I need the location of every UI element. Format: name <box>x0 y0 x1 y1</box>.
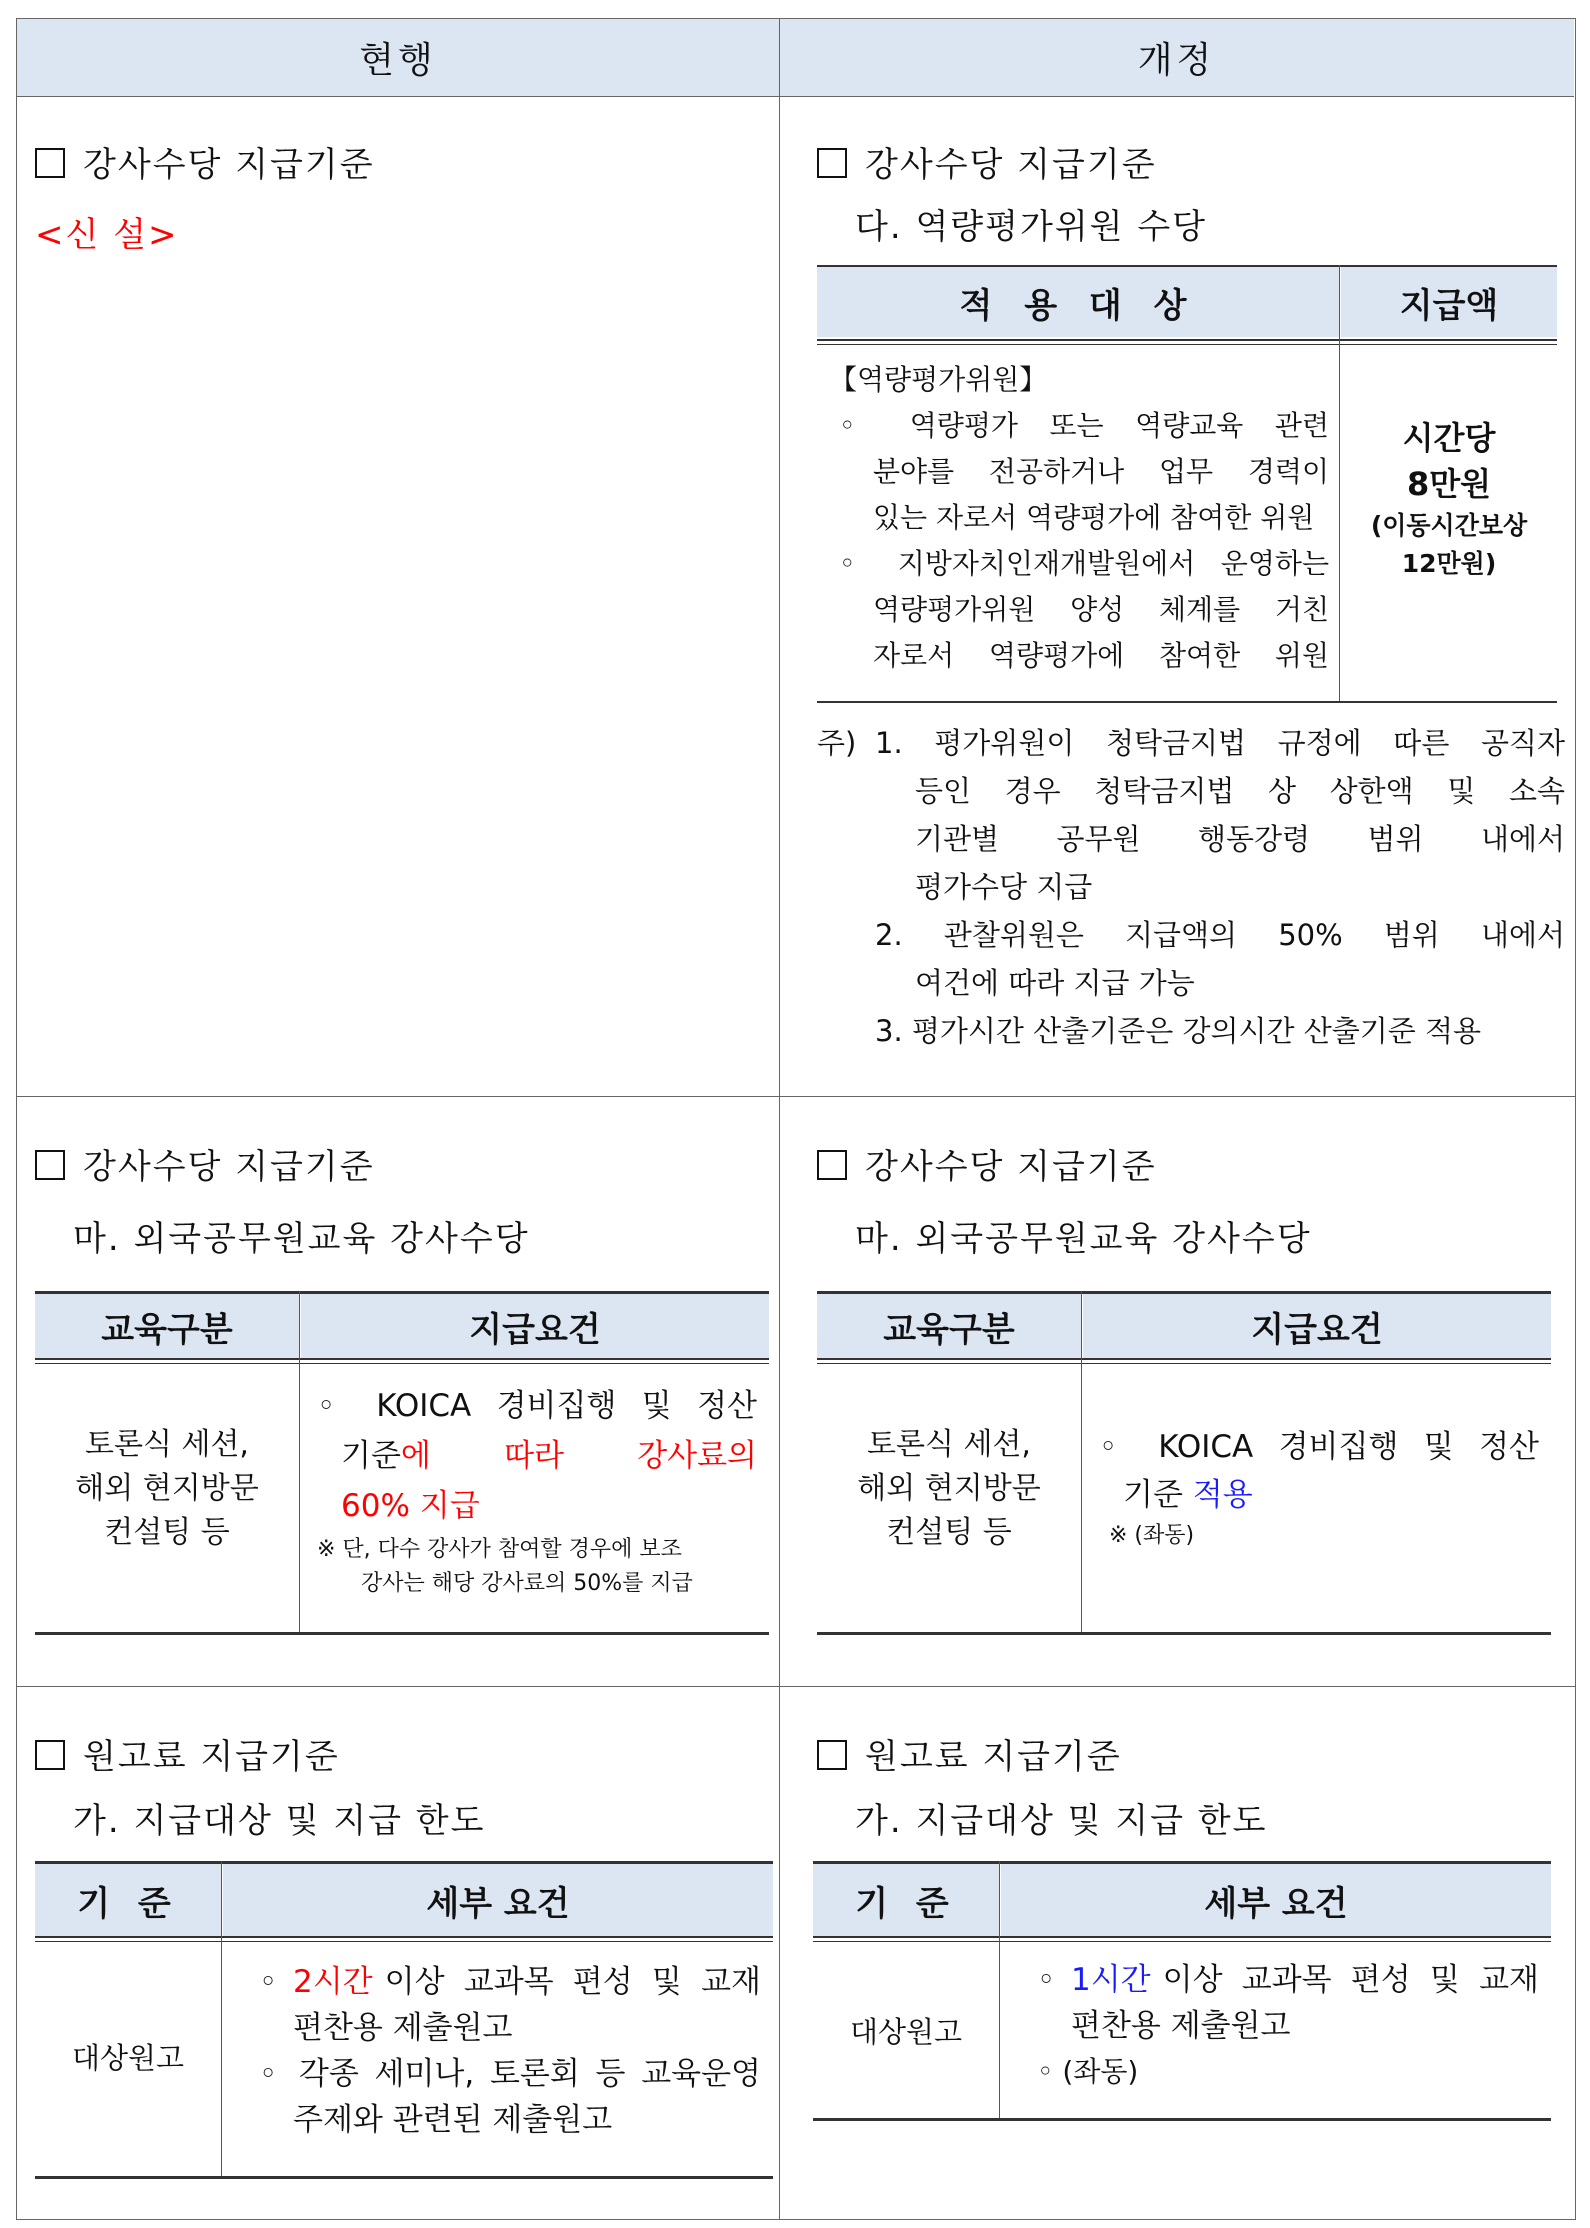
detail-cell: ◦ 2시간 이상 교과목 편성 및 교재 편찬용 제출원고 ◦ 각종 세미나, 토론회 등 교육운영 주제와 관련된 제출원고 <box>259 1964 761 2138</box>
category-cell: 토론식 세션, 해외 현지방문 컨설팅 등 <box>75 1427 259 1550</box>
subtitle: 마. 외국공무원교육 강사수당 <box>855 1219 1312 1259</box>
requirement-cell: ◦ KOICA 경비집행 및 정산 기준 적용 ※ (좌동) <box>1099 1429 1539 1548</box>
column-header: 지급요건 <box>301 1294 769 1358</box>
category-cell: 대상원고 <box>849 2015 963 2049</box>
foreign-official-table <box>35 1291 769 1635</box>
section-title-text: 원고료 지급기준 <box>83 1737 340 1777</box>
section-title <box>817 1729 1122 1778</box>
section-title <box>35 1729 340 1778</box>
subtitle: 가. 지급대상 및 지급 한도 <box>73 1801 486 1841</box>
column-header: 세부 요건 <box>1001 1864 1551 1936</box>
foreign-official-table <box>817 1291 1551 1635</box>
column-header: 지급액 <box>1341 267 1557 337</box>
subtitle: 마. 외국공무원교육 강사수당 <box>73 1219 530 1259</box>
header-revised <box>779 19 1574 97</box>
group-label: 【역량평가위원】 <box>829 363 1048 396</box>
column-header: 교육구분 <box>817 1294 1081 1358</box>
requirement-cell: ◦ KOICA 경비집행 및 정산 기준 에 따라 강사료의 60% 지급 ※ 단, 다수 강사가 참여할 경우에 보조 강사는 해당 강사료의 50%를 지급 <box>317 1388 757 1596</box>
subtitle: 가. 지급대상 및 지급 한도 <box>855 1801 1268 1841</box>
amount: 시간당 8만원 (이동시간보상 12만원) <box>1370 419 1528 578</box>
column-divider <box>779 19 780 2219</box>
category-cell: 대상원고 <box>71 2041 185 2075</box>
manuscript-table <box>813 1861 1551 2121</box>
checkbox-square-icon <box>817 1740 847 1770</box>
section-title <box>817 137 1157 186</box>
column-header: 지급요건 <box>1083 1294 1551 1358</box>
checkbox-square-icon <box>35 1740 65 1770</box>
detail-cell: ◦ 1시간 이상 교과목 편성 및 교재 편찬용 제출원고 ◦ (좌동) <box>1037 1962 1539 2088</box>
section-title <box>35 137 375 186</box>
new-note: <신 설> <box>35 215 179 255</box>
checkbox-square-icon <box>35 1150 65 1180</box>
section-title-text: 원고료 지급기준 <box>865 1737 1122 1777</box>
comparison-table <box>16 18 1576 2220</box>
checkbox-square-icon <box>817 1150 847 1180</box>
checkbox-square-icon <box>35 148 65 178</box>
section-title-text: 강사수당 지급기준 <box>83 1147 375 1187</box>
subtitle: 다. 역량평가위원 수당 <box>855 207 1208 247</box>
column-header: 기 준 <box>35 1864 221 1936</box>
section-title-text: 강사수당 지급기준 <box>83 145 375 185</box>
column-header: 교육구분 <box>35 1294 299 1358</box>
list-item: ◦ 역량평가 또는 역량교육 관련 분야를 전공하거나 업무 경력이 있는 자로서 역량평가에 참여한 위원 ◦ 지방자치인재개발원에서 운영하는 역량평가위원 양성 체계를 거친 자로서 역량평가에 참여한 위원 <box>839 409 1329 672</box>
column-header: 세부 요건 <box>223 1864 773 1936</box>
column-header: 기 준 <box>813 1864 999 1936</box>
header-current <box>17 19 779 97</box>
section-title-text: 강사수당 지급기준 <box>865 1147 1157 1187</box>
notes: 1. 평가위원이 청탁금지법 규정에 따른 공직자 등인 경우 청탁금지법 상 상한액 및 소속 기관별 공무원 행동강령 범위 내에서 평가수당 지급 2. 관찰위원은 지급액의 50% 범위 내에서 여건에 따라 지급 가능 3. 평가시간 산출기준은 강의시간 산출기준 적용 <box>875 726 1565 1048</box>
manuscript-table <box>35 1861 773 2179</box>
column-header: 적 용 대 상 <box>817 267 1339 337</box>
checkbox-square-icon <box>817 148 847 178</box>
row-divider-2 <box>17 1686 1575 1687</box>
header-current-label: 현행 <box>359 40 437 81</box>
section-title <box>35 1139 375 1188</box>
category-cell: 토론식 세션, 해외 현지방문 컨설팅 등 <box>857 1427 1041 1550</box>
row-divider-1 <box>17 1096 1575 1097</box>
header-revised-label: 개정 <box>1137 40 1216 81</box>
note-prefix: 주) <box>817 726 857 760</box>
section-title-text: 강사수당 지급기준 <box>865 145 1157 185</box>
evaluator-table <box>817 265 1557 703</box>
section-title <box>817 1139 1157 1188</box>
